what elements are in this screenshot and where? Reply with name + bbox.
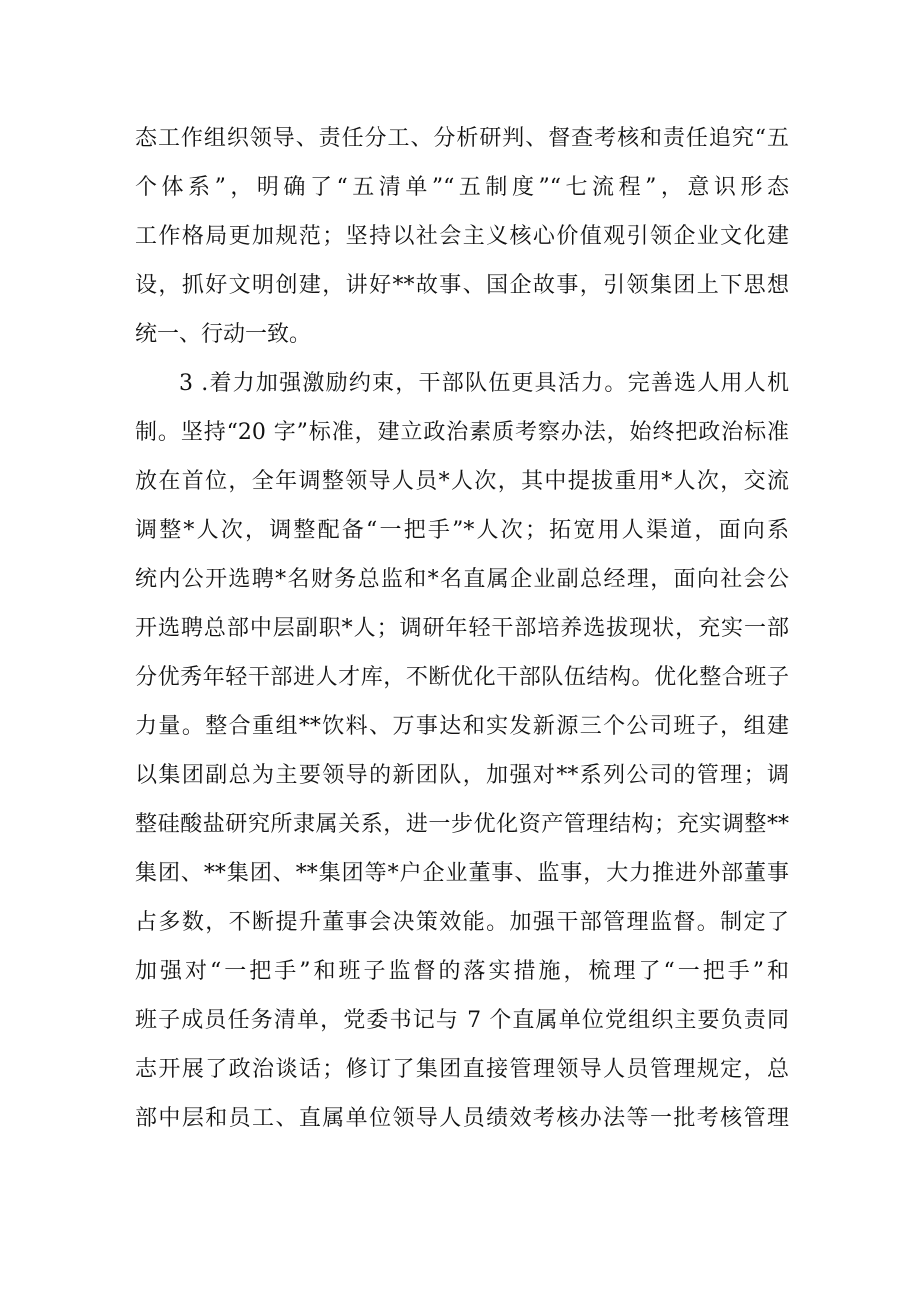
text-line: 统一、行动一致。	[135, 322, 312, 347]
text-line: 集团、**集团、**集团等*户企业董事、监事，大力推进外部董事	[135, 861, 789, 886]
text-line: 态工作组织领导、责任分工、分析研判、督查考核和责任追究“五	[135, 126, 789, 151]
text-line: 以集团副总为主要领导的新团队，加强对**系列公司的管理；调	[135, 763, 789, 788]
text-line: 放在首位，全年调整领导人员*人次，其中提拔重用*人次，交流	[135, 469, 789, 494]
text-line: 志开展了政治谈话；修订了集团直接管理领导人员管理规定，总	[135, 1057, 789, 1082]
text-line: 3 .着力加强激励约束，干部队伍更具活力。完善选人用人机	[179, 371, 789, 396]
text-line: 分优秀年轻干部进人才库，不断优化干部队伍结构。优化整合班子	[135, 665, 789, 690]
text-line: 占多数，不断提升董事会决策效能。加强干部管理监督。制定了	[135, 910, 789, 935]
text-line: 班子成员任务清单，党委书记与 7 个直属单位党组织主要负责同	[135, 1008, 789, 1033]
text-line: 整硅酸盐研究所隶属关系，进一步优化资产管理结构；充实调整**	[135, 812, 789, 837]
text-line: 部中层和员工、直属单位领导人员绩效考核办法等一批考核管理	[135, 1106, 789, 1131]
text-line: 制。坚持“20 字”标准，建立政治素质考察办法，始终把政治标准	[135, 420, 789, 445]
text-line: 调整*人次，调整配备“一把手”*人次；拓宽用人渠道，面向系	[135, 518, 789, 543]
text-line: 力量。整合重组**饮料、万事达和实发新源三个公司班子，组建	[135, 714, 789, 739]
text-line: 工作格局更加规范；坚持以社会主义核心价值观引领企业文化建	[135, 224, 789, 249]
text-line: 统内公开选聘*名财务总监和*名直属企业副总经理，面向社会公	[135, 567, 789, 592]
text-line: 开选聘总部中层副职*人；调研年轻干部培养选拔现状，充实一部	[135, 616, 789, 641]
text-line: 设，抓好文明创建，讲好**故事、国企故事，引领集团上下思想	[135, 273, 789, 298]
text-line: 个体系”，明确了“五清单”“五制度”“七流程”，意识形态	[135, 175, 789, 200]
text-line: 加强对“一把手”和班子监督的落实措施，梳理了“一把手”和	[135, 959, 789, 984]
